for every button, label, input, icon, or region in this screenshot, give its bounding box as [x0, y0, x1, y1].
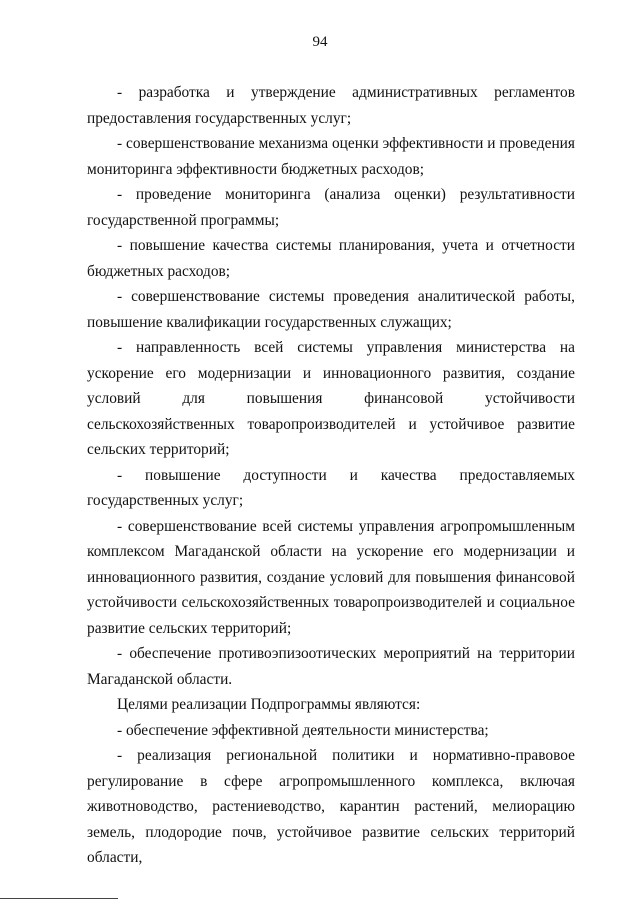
paragraph-7: - повышение доступности и качества предоставляемых государственных услуг;	[87, 466, 575, 509]
goals-heading: Целями реализации Подпрограммы являются:	[117, 696, 421, 713]
paragraph-6: - направленность всей системы управления министерства на ускорение его модернизации и инновационного развития, создание условий для повышения финансовой устойчивости сельскохозяйственных товаропроизводителей и устойчивое развитие сельских территорий;	[87, 339, 575, 458]
paragraph-1: - разработка и утверждение административных регламентов предоставления государственных услуг;	[87, 84, 575, 127]
paragraph-5: - совершенствование системы проведения аналитической работы, повышение квалификации государственных служащих;	[87, 288, 575, 331]
paragraph-8: - совершенствование всей системы управления агропромышленным комплексом Магаданской области на ускорение его модернизации и инновационного развития, создание условий для повышения финансовой устойчивости сельскохозяйственных товаропроизводителей и социальное развитие сельских территорий;	[87, 517, 575, 637]
paragraph-11: - обеспечение эффективной деятельности министерства;	[117, 721, 489, 739]
paragraph-4: - повышение качества системы планирования, учета и отчетности бюджетных расходов;	[87, 237, 575, 280]
paragraph-9: - обеспечение противоэпизоотических мероприятий на территории Магаданской области.	[87, 645, 575, 688]
footnote-divider	[0, 898, 118, 899]
paragraph-12: - реализация региональной политики и нормативно-правовое регулирование в сфере агропромышленного комплекса, включая животноводство, растениеводство, карантин растений, мелиорацию земель, плодородие почв, устойчивое развитие сельских территорий области,	[87, 747, 575, 866]
document-body	[87, 80, 575, 871]
page-number: 94	[312, 34, 328, 50]
paragraph-2: - совершенствование механизма оценки эффективности и проведения мониторинга эффективности бюджетных расходов;	[87, 135, 575, 178]
paragraph-3: - проведение мониторинга (анализа оценки) результативности государственной программы;	[87, 186, 575, 229]
